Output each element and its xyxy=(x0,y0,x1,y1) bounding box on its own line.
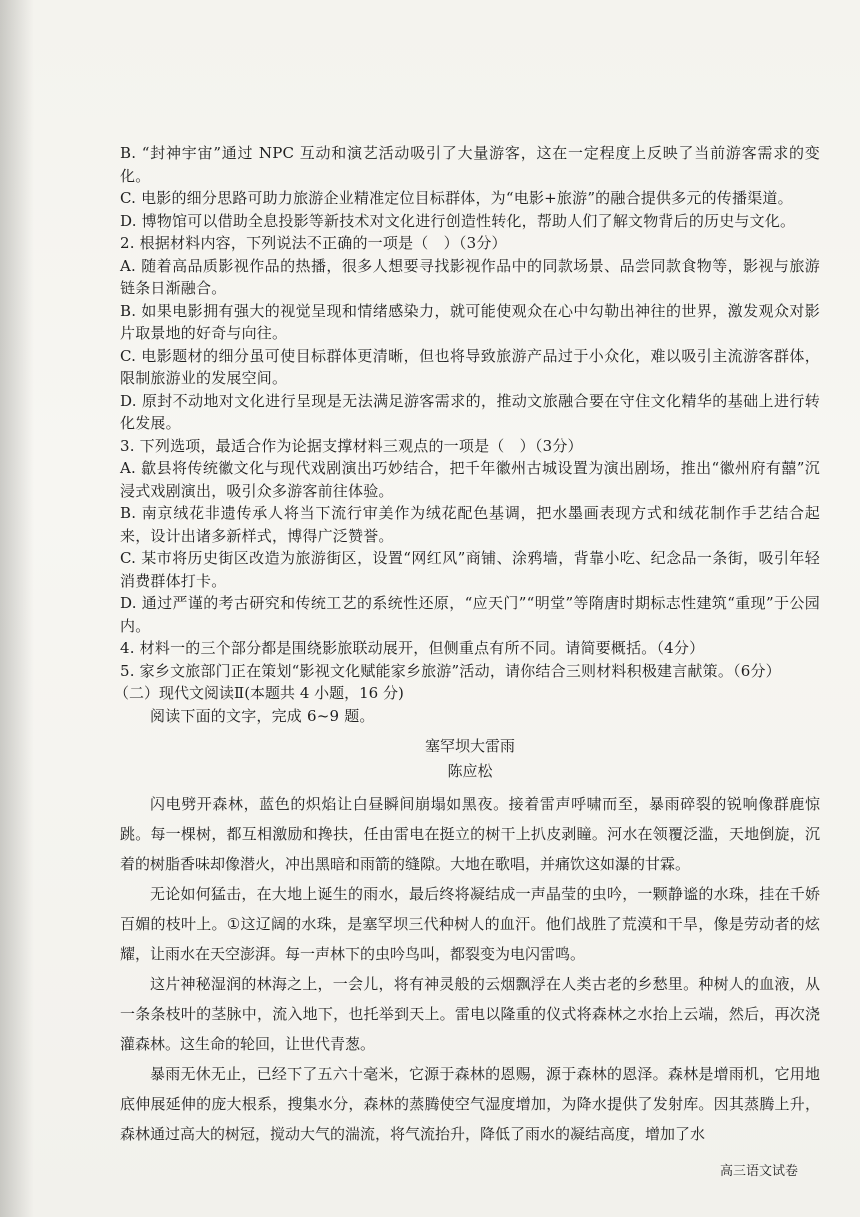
page-content xyxy=(114,142,820,1149)
option-2c: C. 电影题材的细分虽可使目标群体更清晰，但也将导致旅游产品过于小众化，难以吸引主流游客群体，限制旅游业的发展空间。 xyxy=(120,346,820,387)
article-author: 陈应松 xyxy=(447,762,493,780)
question-2: 2. 根据材料内容，下列说法不正确的一项是（ ）（3分） xyxy=(120,234,507,252)
option-1b: B. “封神宇宙”通过 NPC 互动和演艺活动吸引了大量游客，这在一定程度上反映了当前游客需求的变化。 xyxy=(120,144,820,185)
page-footer: 高三语文试卷 xyxy=(720,1164,799,1179)
page-edge-shadow xyxy=(0,0,34,1217)
question-3: 3. 下列选项，最适合作为论据支撑材料三观点的一项是（ ）（3分） xyxy=(120,436,583,455)
section-heading: （二）现代文阅读Ⅱ(本题共 4 小题，16 分) xyxy=(114,684,404,702)
question-block xyxy=(120,142,820,682)
option-3c: C. 某市将历史街区改造为旅游街区，设置“网红风”商铺、涂鸦墙，背靠小吃、纪念品一条街，吸引年轻消费群体打卡。 xyxy=(120,549,820,590)
question-5: 5. 家乡文旅部门正在策划“影视文化赋能家乡旅游”活动，请你结合三则材料积极建言献策。（6分） xyxy=(120,661,781,680)
option-3a: A. 歙县将传统徽文化与现代戏剧演出巧妙结合，把千年徽州古城设置为演出剧场，推出“徽州府有囍”沉浸式戏剧演出，吸引众多游客前往体验。 xyxy=(120,459,820,500)
article-body xyxy=(120,789,820,1149)
option-2b: B. 如果电影拥有强大的视觉呈现和情绪感染力，就可能使观众在心中勾勒出神往的世界，激发观众对影片取景地的好奇与向往。 xyxy=(120,301,820,342)
section-instruction: 阅读下面的文字，完成 6~9 题。 xyxy=(150,706,375,725)
option-1d: D. 博物馆可以借助全息投影等新技术对文化进行创造性转化，帮助人们了解文物背后的历史与文化。 xyxy=(120,211,796,230)
article-paragraph: 这片神秘湿润的林海之上，一会儿，将有神灵般的云烟飘浮在人类古老的乡愁里。种树人的血液，从一条条枝叶的茎脉中，流入地下，也托举到天上。雷电以隆重的仪式将森林之水抬上云端，然后，再次浇灌森林。这生命的轮回，让世代青葱。 xyxy=(120,975,820,1053)
article-title: 塞罕坝大雷雨 xyxy=(424,737,515,755)
article-paragraph: 闪电劈开森林，蓝色的炽焰让白昼瞬间崩塌如黑夜。接着雷声呼啸而至，暴雨碎裂的锐响像群鹿惊跳。每一棵树，都互相激励和搀扶，任由雷电在挺立的树干上扒皮剥瞳。河水在领覆泛滥，天地倒旋，沉着的树脂香味却像潜火，冲出黑暗和雨箭的缝隙。大地在歌唱，并痛饮这如瀑的甘霖。 xyxy=(120,795,820,873)
question-4: 4. 材料一的三个部分都是围绕影旅联动展开，但侧重点有所不同。请简要概括。（4分） xyxy=(120,639,705,657)
option-2d: D. 原封不动地对文化进行呈现是无法满足游客需求的，推动文旅融合要在守住文化精华的基础上进行转化发展。 xyxy=(120,391,820,432)
option-3d: D. 通过严谨的考古研究和传统工艺的系统性还原，“应天门”“明堂”等隋唐时期标志性建筑“重现”于公园内。 xyxy=(120,594,820,635)
article-paragraph: 无论如何猛击，在大地上诞生的雨水，最后终将凝结成一声晶莹的虫吟，一颗静谧的水珠，挂在千娇百媚的枝叶上。①这辽阔的水珠，是塞罕坝三代种树人的血汗。他们战胜了荒漠和干旱，像是劳动者的炫耀，让雨水在天空澎湃。每一声林下的虫吟鸟叫，都裂变为电闪雷鸣。 xyxy=(120,885,820,963)
option-2a: A. 随着高品质影视作品的热播，很多人想要寻找影视作品中的同款场景、品尝同款食物等，影视与旅游链条日渐融合。 xyxy=(120,256,820,297)
option-1c: C. 电影的细分思路可助力旅游企业精准定位目标群体，为“电影+旅游”的融合提供多元的传播渠道。 xyxy=(120,189,793,207)
option-3b: B. 南京绒花非遗传承人将当下流行审美作为绒花配色基调，把水墨画表现方式和绒花制作手艺结合起来，设计出诸多新样式，博得广泛赞誉。 xyxy=(120,504,820,545)
article-paragraph: 暴雨无休无止，已经下了五六十毫米，它源于森林的恩赐，源于森林的恩泽。森林是增雨机，它用地底伸展延伸的庞大根系，搜集水分，森林的蒸腾使空气湿度增加，为降水提供了发射库。因其蒸腾上升，森林通过高大的树冠，搅动大气的湍流，将气流抬升，降低了雨水的凝结高度，增加了水 xyxy=(120,1065,820,1143)
